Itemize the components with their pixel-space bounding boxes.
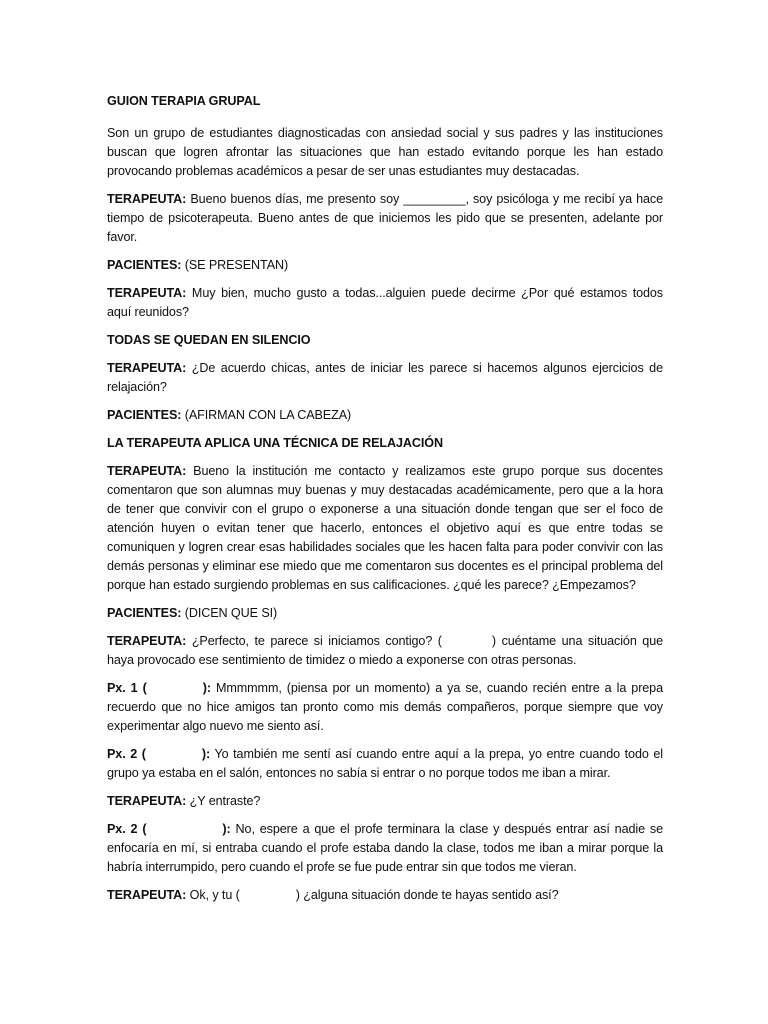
dialogue-line bbox=[107, 820, 663, 877]
speaker-label: TERAPEUTA: bbox=[107, 888, 187, 902]
dialogue-line bbox=[107, 359, 663, 397]
dialogue-text: No, espere a que el profe terminara la clase y después entrar así nadie se enfocaría en mí, si entraba cuando el profe estaba dando la clase, todos me iban a mirar porque la habría interrumpido, pero cuando el profe se fue pude entrar sin que todos me vieran. bbox=[107, 822, 663, 874]
dialogue-line bbox=[107, 190, 663, 247]
dialogue-text: (AFIRMAN CON LA CABEZA) bbox=[184, 408, 352, 422]
document-title: GUION TERAPIA GRUPAL bbox=[107, 94, 261, 108]
speaker-label: TERAPEUTA: bbox=[107, 794, 187, 808]
speaker-label: TERAPEUTA: bbox=[107, 286, 187, 300]
dialogue-line bbox=[107, 632, 663, 670]
speaker-label-start: Px. 1 ( bbox=[107, 681, 147, 695]
dialogue-line bbox=[107, 886, 663, 905]
dialogue-text-end: ) ¿alguna situación donde te hayas sentido así? bbox=[295, 888, 559, 902]
speaker-label: PACIENTES: bbox=[107, 606, 182, 620]
dialogue-text: ¿De acuerdo chicas, antes de iniciar les parece si hacemos algunos ejercicios de relajación? bbox=[107, 361, 663, 394]
speaker-label: PACIENTES: bbox=[107, 408, 182, 422]
dialogue-text: Muy bien, mucho gusto a todas...alguien puede decirme ¿Por qué estamos todos aquí reunidos? bbox=[107, 286, 663, 319]
speaker-label-start: Px. 2 ( bbox=[107, 822, 147, 836]
dialogue-line bbox=[107, 462, 663, 595]
speaker-label-end: ): bbox=[202, 681, 211, 695]
speaker-label-end: ): bbox=[201, 747, 211, 761]
dialogue-text: Yo también me sentí así cuando entre aquí a la prepa, yo entre cuando todo el grupo ya estaba en el salón, entonces no sabía si entrar o no porque todos me iban a mirar. bbox=[107, 747, 663, 780]
dialogue-text: Mmmmmm, (piensa por un momento) a ya se, cuando recién entre a la prepa recuerdo que no hice amigos tan pronto como mis demás compañeros, porque siempre que voy experimentar algo nuevo me siento así. bbox=[107, 681, 663, 733]
dialogue-line bbox=[107, 406, 663, 425]
speaker-label: TERAPEUTA: bbox=[107, 634, 187, 648]
speaker-label: TERAPEUTA: bbox=[107, 464, 187, 478]
dialogue-line bbox=[107, 679, 663, 736]
dialogue-text: Bueno la institución me contacto y realizamos este grupo porque sus docentes comentaron que son alumnas muy buenas y muy destacadas académicamente, pero que a la hora de tener que convivir con el grupo o exponerse a una situación donde tengan que ser el foco de atención huyen o evitan tener que hacerlo, entonces el objetivo aquí es que entre todas se comuniquen y logren crear esas habilidades sociales que les hacen falta para poder convivir con las demás personas y eliminar ese miedo que me comentaron sus docentes es el principal problema del porque han estado surgiendo problemas en sus calificaciones. ¿qué les parece? ¿Empezamos? bbox=[107, 464, 663, 592]
dialogue-text: Bueno buenos días, me presento soy _________, soy psicóloga y me recibí ya hace tiempo de psicoterapeuta. Bueno antes de que iniciemos les pido que se presenten, adelante por favor. bbox=[107, 192, 663, 244]
dialogue-line bbox=[107, 792, 663, 811]
document-page bbox=[107, 92, 663, 914]
dialogue-line bbox=[107, 284, 663, 322]
dialogue-line bbox=[107, 745, 663, 783]
dialogue-text-start: Ok, y tu ( bbox=[189, 888, 240, 902]
intro-paragraph: Son un grupo de estudiantes diagnosticadas con ansiedad social y sus padres y las instituciones buscan que logren afrontar las situaciones que han estado evitando porque les han estado provocando problemas académicos a pesar de ser unas estudiantes muy destacadas. bbox=[107, 126, 663, 178]
speaker-label: TERAPEUTA: bbox=[107, 192, 187, 206]
dialogue-text: (SE PRESENTAN) bbox=[184, 258, 289, 272]
speaker-label-start: Px. 2 ( bbox=[107, 747, 146, 761]
dialogue-text-start: ¿Perfecto, te parece si iniciamos contigo? ( bbox=[191, 634, 442, 648]
speaker-label-end: ): bbox=[222, 822, 231, 836]
dialogue-text-end: ) cuéntame una situación que haya provocado ese sentimiento de timidez o miedo a exponerse con otras personas. bbox=[107, 634, 663, 667]
dialogue-text: (DICEN QUE SI) bbox=[184, 606, 278, 620]
dialogue-line bbox=[107, 256, 663, 275]
speaker-label: PACIENTES: bbox=[107, 258, 182, 272]
stage-direction-heading: LA TERAPEUTA APLICA UNA TÉCNICA DE RELAJACIÓN bbox=[107, 436, 443, 450]
dialogue-line bbox=[107, 604, 663, 623]
dialogue-text: ¿Y entraste? bbox=[189, 794, 261, 808]
speaker-label: TERAPEUTA: bbox=[107, 361, 187, 375]
stage-direction-heading: TODAS SE QUEDAN EN SILENCIO bbox=[107, 333, 311, 347]
